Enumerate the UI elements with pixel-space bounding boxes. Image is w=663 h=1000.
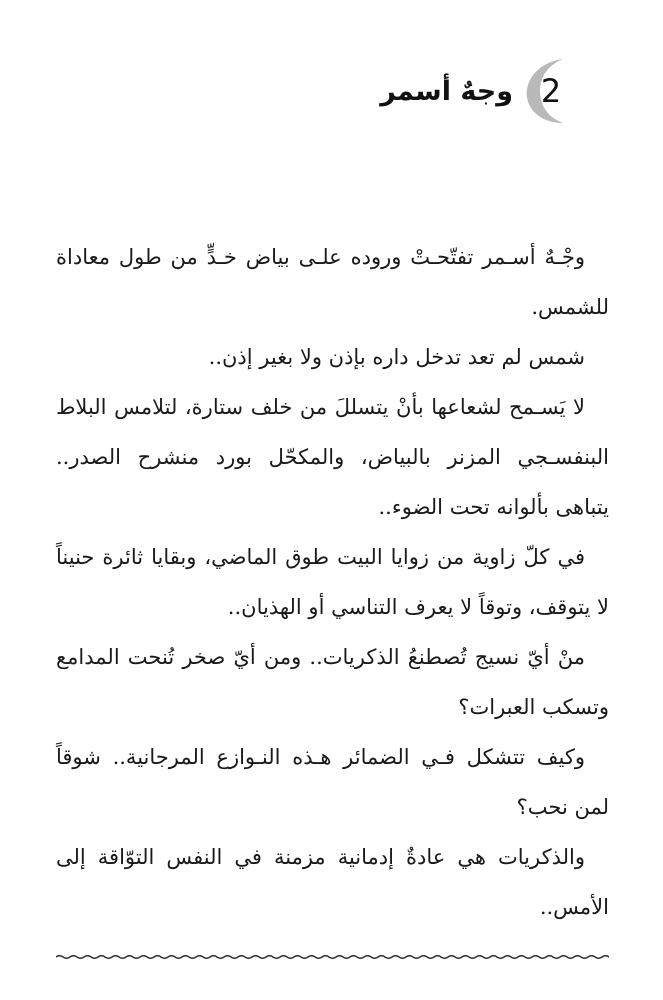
paragraph: والذكريات هي عادةٌ إدمانية مزمنة في النفس التوّاقة إلى الأمس.. bbox=[56, 845, 609, 919]
chapter-body bbox=[56, 232, 609, 932]
wavy-divider bbox=[56, 950, 609, 964]
paragraph: وكيف تتشكل فـي الضمائر هـذه النـوازع المرجانية.. شوقاً لمن نحب؟ bbox=[56, 745, 609, 819]
paragraph: وجْـهٌ أسـمر تفتّحـتْ وروده علـى بياض خـدٍّ من طول معاداة للشمس. bbox=[56, 245, 609, 319]
chapter-badge bbox=[521, 56, 581, 126]
paragraph: في كلّ زاوية من زوايا البيت طوق الماضي، وبقايا ثائرة حنيناً لا يتوقف، وتوقاً لا يعرف التناسي أو الهذيان.. bbox=[56, 545, 609, 619]
chapter-header bbox=[380, 56, 581, 126]
paragraph: لا يَسـمح لشعاعها بأنْ يتسللَ من خلف ستارة، لتلامس البلاط البنفسـجي المزنر بالبياض، والمكحّل بورد منشرح الصدر.. يتباهى بألوانه تحت الضوء.. bbox=[56, 395, 609, 519]
chapter-title: وجهٌ أسمر bbox=[380, 75, 513, 107]
paragraph: شمس لم تعد تدخل داره بإذن ولا بغير إذن.. bbox=[208, 345, 585, 369]
paragraph: منْ أيّ نسيج تُصطنعُ الذكريات.. ومن أيّ صخر تُنحت المدامع وتسكب العبرات؟ bbox=[56, 645, 609, 719]
chapter-number: 2 bbox=[540, 72, 562, 110]
